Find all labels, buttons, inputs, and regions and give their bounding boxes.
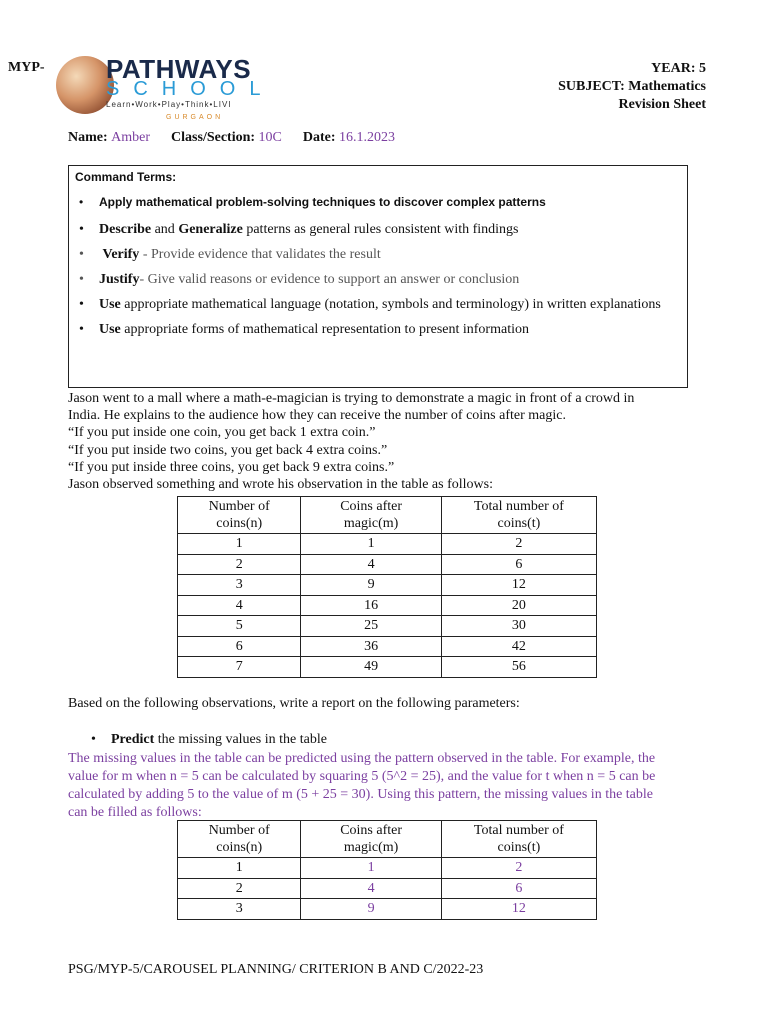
answer-line: value for m when n = 5 can be calculated by squaring 5 (5^2 = 25), and the value for t when n = 5 can be <box>68 769 656 784</box>
table-row: 2 4 6 <box>178 878 597 899</box>
command-terms-title: Command Terms: <box>75 170 177 184</box>
story-line: “If you put inside three coins, you get back 9 extra coins.” <box>68 459 395 475</box>
table-row: 5 25 30 <box>178 616 597 637</box>
command-terms-list <box>75 192 681 340</box>
footer-code: PSG/MYP-5/CAROUSEL PLANNING/ CRITERION B AND C/2022-23 <box>68 962 484 977</box>
table-header: Coins after magic(m) <box>301 821 441 858</box>
command-term-item: • Apply mathematical problem-solving techniques to discover complex patterns <box>99 192 681 212</box>
command-term-item: • Use appropriate mathematical language (notation, symbols and terminology) in written explanations <box>99 295 681 315</box>
student-name: Amber <box>111 130 151 145</box>
date-label: Date: <box>302 130 336 145</box>
problem-story <box>68 390 708 493</box>
myp-label: MYP- <box>8 60 45 75</box>
table-row: 1 1 2 <box>178 534 597 555</box>
table-header: Total number of coins(t) <box>441 497 596 534</box>
logo-name: PATHWAYS <box>106 54 252 84</box>
subject-label: SUBJECT: Mathematics <box>558 79 706 94</box>
report-prompt: Based on the following observations, write a report on the following parameters: <box>68 696 520 711</box>
command-term-item: • Verify - Provide evidence that validates the result <box>99 245 681 265</box>
table-header: Total number of coins(t) <box>441 821 596 858</box>
table-row: 4 16 20 <box>178 595 597 616</box>
table-row: 2 4 6 <box>178 554 597 575</box>
school-logo <box>56 52 275 122</box>
table-header: Coins after magic(m) <box>301 497 441 534</box>
story-line: Jason observed something and wrote his observation in the table as follows: <box>68 477 493 493</box>
answer-line: calculated by adding 5 to the value of m (5 + 25 = 30). Using this pattern, the missing values in the table <box>68 787 653 802</box>
table-header: Number of coins(n) <box>178 497 301 534</box>
logo-school: SCHOOL <box>106 78 275 100</box>
command-term-item: • Use appropriate forms of mathematical representation to present information <box>99 320 681 340</box>
logo-city: GURGAON <box>166 114 224 121</box>
table-row: 3 9 12 <box>178 899 597 920</box>
observation-table <box>177 496 597 678</box>
table-header: Number of coins(n) <box>178 821 301 858</box>
answer-line: can be filled as follows: <box>68 805 202 820</box>
student-info <box>68 130 395 146</box>
header-info <box>558 60 706 114</box>
answer-text <box>68 750 708 822</box>
sheet-label: Revision Sheet <box>618 97 706 112</box>
table-header-row <box>178 821 597 858</box>
class-label: Class/Section: <box>171 130 256 145</box>
answer-line: The missing values in the table can be predicted using the pattern observed in the table. For example, the <box>68 751 656 766</box>
command-terms-box <box>68 165 688 388</box>
year-label: YEAR: 5 <box>651 61 706 76</box>
logo-tagline: Learn•Work•Play•Think•LIVI <box>106 100 232 109</box>
name-label: Name: <box>68 130 108 145</box>
table-row: 3 9 12 <box>178 575 597 596</box>
predict-bullet: • Predict the missing values in the table <box>91 732 327 747</box>
answer-table <box>177 820 597 920</box>
table-header-row <box>178 497 597 534</box>
story-line: “If you put inside one coin, you get back 1 extra coin.” <box>68 425 376 441</box>
story-line: “If you put inside two coins, you get back 4 extra coins.” <box>68 442 388 458</box>
story-line: Jason went to a mall where a math-e-magician is trying to demonstrate a magic in front of a crowd in <box>68 391 635 406</box>
table-row: 6 36 42 <box>178 636 597 657</box>
table-row: 1 1 2 <box>178 858 597 879</box>
student-class: 10C <box>258 130 282 145</box>
command-term-item: • Justify- Give valid reasons or evidence to support an answer or conclusion <box>99 270 681 290</box>
table-row: 7 49 56 <box>178 657 597 678</box>
command-term-item: • Describe and Generalize patterns as general rules consistent with findings <box>99 220 681 240</box>
student-date: 16.1.2023 <box>339 130 396 145</box>
story-line: India. He explains to the audience how they can receive the number of coins after magic. <box>68 408 566 424</box>
